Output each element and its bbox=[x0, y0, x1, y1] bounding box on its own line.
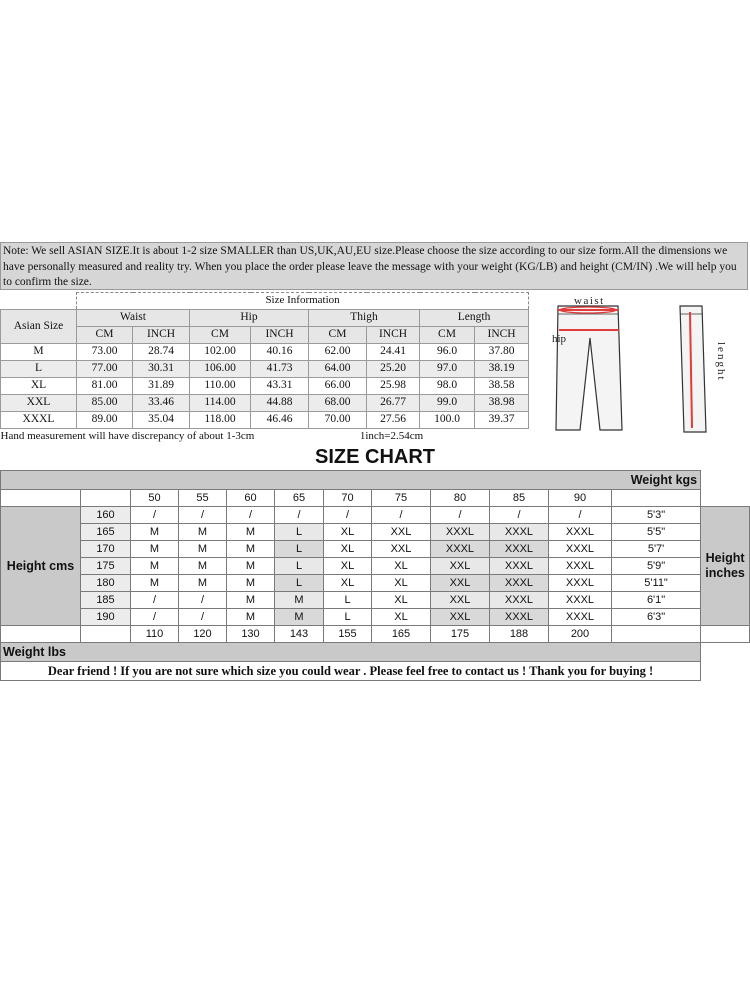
height-cm-value: 160 bbox=[81, 507, 131, 524]
weight-kg-value: 90 bbox=[549, 490, 612, 507]
unit-header: CM bbox=[77, 326, 133, 343]
recommended-size: XXL bbox=[372, 541, 431, 558]
recommended-size: / bbox=[431, 507, 490, 524]
group-header-length: Length bbox=[420, 309, 529, 326]
size-label: L bbox=[1, 360, 77, 377]
recommended-size: XXXL bbox=[549, 558, 612, 575]
height-inch-value: 5'5" bbox=[612, 524, 701, 541]
group-header-waist: Waist bbox=[77, 309, 190, 326]
recommended-size: / bbox=[227, 507, 275, 524]
recommended-size: XXXL bbox=[490, 558, 549, 575]
measurement-value: 96.0 bbox=[420, 343, 475, 360]
recommended-size: XXXL bbox=[431, 541, 490, 558]
recommended-size: XXXL bbox=[431, 524, 490, 541]
recommended-size: XXL bbox=[431, 575, 490, 592]
recommended-size: XXXL bbox=[490, 592, 549, 609]
height-cm-value: 170 bbox=[81, 541, 131, 558]
unit-header: CM bbox=[190, 326, 251, 343]
height-cm-value: 175 bbox=[81, 558, 131, 575]
height-inches-label: Height inches bbox=[701, 507, 750, 626]
table-row bbox=[1, 507, 750, 524]
recommended-size: M bbox=[227, 575, 275, 592]
recommended-size: / bbox=[549, 507, 612, 524]
height-cm-value: 180 bbox=[81, 575, 131, 592]
length-label: lenght bbox=[715, 342, 727, 382]
measurement-value: 43.31 bbox=[251, 377, 309, 394]
recommended-size: XXL bbox=[431, 609, 490, 626]
measurement-value: 66.00 bbox=[309, 377, 367, 394]
measurement-value: 81.00 bbox=[77, 377, 133, 394]
measurement-value: 114.00 bbox=[190, 394, 251, 411]
weight-lbs-label: Weight lbs bbox=[1, 643, 701, 662]
recommended-size: M bbox=[131, 575, 179, 592]
height-inch-value: 5'3" bbox=[612, 507, 701, 524]
recommended-size: XL bbox=[324, 524, 372, 541]
unit-header: INCH bbox=[367, 326, 420, 343]
measurement-value: 25.98 bbox=[367, 377, 420, 394]
recommended-size: / bbox=[131, 507, 179, 524]
group-header-hip: Hip bbox=[190, 309, 309, 326]
recommended-size: / bbox=[324, 507, 372, 524]
weight-kg-value: 80 bbox=[431, 490, 490, 507]
measurement-footnote: Hand measurement will have discrepancy of about 1-3cm bbox=[0, 430, 255, 442]
recommended-size: / bbox=[372, 507, 431, 524]
blank-cell bbox=[81, 626, 131, 643]
recommended-size: M bbox=[227, 541, 275, 558]
inch-conversion: 1inch=2.54cm bbox=[359, 430, 424, 442]
measurement-value: 70.00 bbox=[309, 411, 367, 428]
recommended-size: M bbox=[227, 558, 275, 575]
contact-message: Dear friend ! If you are not sure which size you could wear . Please feel free to contact us ! Thank you for buying ! bbox=[1, 662, 701, 681]
measurement-value: 46.46 bbox=[251, 411, 309, 428]
measurement-value: 44.88 bbox=[251, 394, 309, 411]
weight-kg-value: 55 bbox=[179, 490, 227, 507]
unit-header: CM bbox=[420, 326, 475, 343]
measurement-value: 73.00 bbox=[77, 343, 133, 360]
table-row bbox=[1, 541, 750, 558]
measurement-value: 77.00 bbox=[77, 360, 133, 377]
measurement-value: 85.00 bbox=[77, 394, 133, 411]
recommended-size: / bbox=[275, 507, 324, 524]
recommended-size: XL bbox=[372, 592, 431, 609]
recommended-size: M bbox=[179, 558, 227, 575]
weight-lbs-value: 165 bbox=[372, 626, 431, 643]
unit-header: CM bbox=[309, 326, 367, 343]
pants-measurement-illustration bbox=[530, 292, 748, 440]
measurement-value: 100.0 bbox=[420, 411, 475, 428]
table-row bbox=[1, 343, 529, 360]
recommended-size: XXXL bbox=[549, 575, 612, 592]
measurement-value: 37.80 bbox=[475, 343, 529, 360]
weight-lbs-value: 200 bbox=[549, 626, 612, 643]
measurement-value: 38.98 bbox=[475, 394, 529, 411]
weight-kgs-header: Weight kgs bbox=[1, 471, 701, 490]
size-label: XXXL bbox=[1, 411, 77, 428]
measurement-value: 26.77 bbox=[367, 394, 420, 411]
recommended-size: / bbox=[179, 592, 227, 609]
recommended-size: XXL bbox=[372, 524, 431, 541]
blank-cell bbox=[612, 490, 701, 507]
recommended-size: L bbox=[275, 575, 324, 592]
size-note: Note: We sell ASIAN SIZE.It is about 1-2 size SMALLER than US,UK,AU,EU size.Please choose the size according to our size form.All the dimensions we have personally measured and reality try. When you place the order please leave the message with your weight (KG/LB) and height (CM/IN) .We will help you to confirm the size. bbox=[0, 242, 748, 290]
measurement-value: 102.00 bbox=[190, 343, 251, 360]
measurement-value: 68.00 bbox=[309, 394, 367, 411]
measurement-value: 27.56 bbox=[367, 411, 420, 428]
measurement-value: 31.89 bbox=[133, 377, 190, 394]
recommended-size: XXL bbox=[431, 558, 490, 575]
recommended-size: / bbox=[179, 507, 227, 524]
table-row bbox=[1, 394, 529, 411]
recommended-size: M bbox=[227, 524, 275, 541]
size-label: XXL bbox=[1, 394, 77, 411]
recommended-size: M bbox=[131, 558, 179, 575]
recommended-size: XL bbox=[372, 575, 431, 592]
recommended-size: XXXL bbox=[490, 609, 549, 626]
weight-kg-value: 50 bbox=[131, 490, 179, 507]
weight-lbs-value: 120 bbox=[179, 626, 227, 643]
measurement-value: 38.58 bbox=[475, 377, 529, 394]
recommended-size: M bbox=[227, 592, 275, 609]
weight-lbs-value: 143 bbox=[275, 626, 324, 643]
measurement-value: 118.00 bbox=[190, 411, 251, 428]
size-information-table bbox=[0, 292, 528, 442]
size-label: XL bbox=[1, 377, 77, 394]
weight-lbs-value: 110 bbox=[131, 626, 179, 643]
recommended-size: M bbox=[227, 609, 275, 626]
recommended-size: L bbox=[324, 592, 372, 609]
height-inch-value: 6'1" bbox=[612, 592, 701, 609]
recommended-size: XXXL bbox=[549, 609, 612, 626]
recommended-size: XXXL bbox=[549, 524, 612, 541]
blank-cell bbox=[81, 490, 131, 507]
recommended-size: M bbox=[275, 592, 324, 609]
measurement-value: 41.73 bbox=[251, 360, 309, 377]
weight-lbs-value: 188 bbox=[490, 626, 549, 643]
unit-header: INCH bbox=[251, 326, 309, 343]
weight-lbs-value: 175 bbox=[431, 626, 490, 643]
height-cm-value: 165 bbox=[81, 524, 131, 541]
height-inch-value: 5'11" bbox=[612, 575, 701, 592]
recommended-size: XXXL bbox=[549, 541, 612, 558]
measurement-value: 25.20 bbox=[367, 360, 420, 377]
recommended-size: M bbox=[179, 524, 227, 541]
table-row bbox=[1, 592, 750, 609]
table-row bbox=[1, 575, 750, 592]
measurement-value: 98.0 bbox=[420, 377, 475, 394]
measurement-value: 106.00 bbox=[190, 360, 251, 377]
measurement-value: 64.00 bbox=[309, 360, 367, 377]
unit-header: INCH bbox=[475, 326, 529, 343]
hip-label: hip bbox=[552, 333, 567, 345]
recommended-size: XXXL bbox=[490, 541, 549, 558]
blank-cell bbox=[612, 626, 701, 643]
measurement-value: 39.37 bbox=[475, 411, 529, 428]
recommended-size: XL bbox=[324, 541, 372, 558]
recommended-size: / bbox=[490, 507, 549, 524]
recommended-size: / bbox=[131, 592, 179, 609]
weight-kg-value: 60 bbox=[227, 490, 275, 507]
height-inch-value: 5'7' bbox=[612, 541, 701, 558]
measurement-value: 99.0 bbox=[420, 394, 475, 411]
weight-kg-value: 75 bbox=[372, 490, 431, 507]
height-inch-value: 5'9" bbox=[612, 558, 701, 575]
height-cm-value: 185 bbox=[81, 592, 131, 609]
measurement-value: 97.0 bbox=[420, 360, 475, 377]
table-row bbox=[1, 377, 529, 394]
recommended-size: L bbox=[275, 558, 324, 575]
recommended-size: L bbox=[275, 541, 324, 558]
table-row bbox=[1, 524, 750, 541]
weight-kg-value: 70 bbox=[324, 490, 372, 507]
pants-diagram bbox=[530, 292, 748, 440]
measurement-value: 30.31 bbox=[133, 360, 190, 377]
recommended-size: L bbox=[275, 524, 324, 541]
recommended-size: L bbox=[324, 609, 372, 626]
measurement-value: 35.04 bbox=[133, 411, 190, 428]
recommended-size: XL bbox=[372, 609, 431, 626]
measurement-value: 62.00 bbox=[309, 343, 367, 360]
size-chart-title: SIZE CHART bbox=[315, 446, 435, 468]
blank-cell bbox=[1, 626, 81, 643]
unit-header: INCH bbox=[133, 326, 190, 343]
weight-lbs-value: 130 bbox=[227, 626, 275, 643]
recommended-size: M bbox=[179, 541, 227, 558]
measurement-value: 24.41 bbox=[367, 343, 420, 360]
recommended-size: XXXL bbox=[490, 524, 549, 541]
measurement-value: 28.74 bbox=[133, 343, 190, 360]
recommended-size: / bbox=[179, 609, 227, 626]
recommended-size: XL bbox=[372, 558, 431, 575]
recommended-size: M bbox=[179, 575, 227, 592]
table-row bbox=[1, 360, 529, 377]
recommended-size: XL bbox=[324, 575, 372, 592]
blank-cell bbox=[1, 490, 81, 507]
measurement-value: 38.19 bbox=[475, 360, 529, 377]
recommended-size: XXXL bbox=[549, 592, 612, 609]
recommended-size: M bbox=[131, 524, 179, 541]
recommended-size: M bbox=[131, 541, 179, 558]
asian-size-header: Asian Size bbox=[1, 309, 77, 343]
waist-label: waist bbox=[574, 295, 605, 307]
height-inch-value: 6'3" bbox=[612, 609, 701, 626]
size-label: M bbox=[1, 343, 77, 360]
recommended-size: / bbox=[131, 609, 179, 626]
table-row bbox=[1, 609, 750, 626]
height-cms-label: Height cms bbox=[1, 507, 81, 626]
size-info-caption: Size Information bbox=[77, 293, 529, 310]
weight-kg-value: 85 bbox=[490, 490, 549, 507]
table-row bbox=[1, 558, 750, 575]
weight-lbs-value: 155 bbox=[324, 626, 372, 643]
measurement-value: 89.00 bbox=[77, 411, 133, 428]
blank-cell bbox=[701, 626, 750, 643]
group-header-thigh: Thigh bbox=[309, 309, 420, 326]
table-row bbox=[1, 411, 529, 428]
measurement-value: 110.00 bbox=[190, 377, 251, 394]
recommended-size: XXL bbox=[431, 592, 490, 609]
measurement-value: 33.46 bbox=[133, 394, 190, 411]
size-chart-table bbox=[0, 470, 750, 684]
height-cm-value: 190 bbox=[81, 609, 131, 626]
measurement-value: 40.16 bbox=[251, 343, 309, 360]
recommended-size: XXXL bbox=[490, 575, 549, 592]
recommended-size: M bbox=[275, 609, 324, 626]
weight-kg-value: 65 bbox=[275, 490, 324, 507]
recommended-size: XL bbox=[324, 558, 372, 575]
